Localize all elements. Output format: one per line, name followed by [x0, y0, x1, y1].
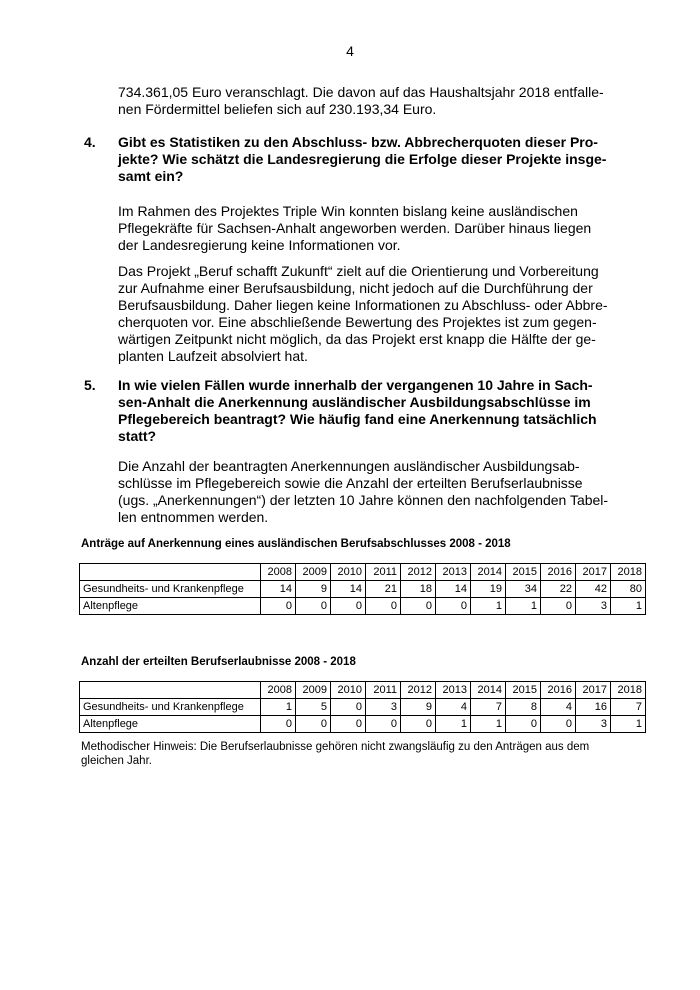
table-cell: 0 [436, 598, 471, 615]
table-cell: 0 [331, 716, 366, 733]
note-line: Methodischer Hinweis: Die Berufserlaubnisse gehören nicht zwangsläufig zu den Anträgen aus dem [81, 741, 590, 753]
table-cell: 9 [401, 699, 436, 716]
table-cell: 3 [576, 598, 611, 615]
answer-line: cherquoten vor. Eine abschließende Bewertung des Projektes ist zum gegen- [118, 314, 597, 330]
table-cell: 0 [366, 716, 401, 733]
table-cell: 1 [261, 699, 296, 716]
table-row [80, 699, 646, 716]
question-line: samt ein? [118, 168, 184, 184]
question-line: Gibt es Statistiken zu den Abschluss- bzw. Abbrecherquoten dieser Pro- [118, 134, 598, 150]
table-2 [79, 681, 646, 733]
table-cell: 14 [436, 581, 471, 598]
year-header: 2018 [611, 564, 646, 581]
table-cell: 4 [436, 699, 471, 716]
table-row [80, 581, 646, 598]
question-line: sen-Anhalt die Anerkennung ausländischer Ausbildungsabschlüsse im [118, 394, 591, 410]
table-cell: 0 [506, 716, 541, 733]
table-cell: 1 [436, 716, 471, 733]
table-cell: 1 [506, 598, 541, 615]
table-cell: 14 [261, 581, 296, 598]
question-line: jekte? Wie schätzt die Landesregierung die Erfolge dieser Projekte insge- [118, 151, 607, 167]
table-cell: 14 [331, 581, 366, 598]
table-cell: 1 [611, 716, 646, 733]
table-cell: 0 [296, 716, 331, 733]
answer-line: der Landesregierung keine Informationen vor. [118, 237, 401, 253]
answer-4-paragraph-1 [118, 203, 617, 254]
header-blank-cell [80, 682, 261, 699]
table-cell: 3 [366, 699, 401, 716]
answer-line: len entnommen werden. [118, 509, 269, 525]
table-cell: 1 [471, 598, 506, 615]
table-cell: 34 [506, 581, 541, 598]
table-1-title: Anträge auf Anerkennung eines ausländischen Berufsabschlusses 2008 - 2018 [81, 538, 511, 550]
year-header: 2011 [366, 564, 401, 581]
year-header: 2012 [401, 564, 436, 581]
answer-line: Das Projekt „Beruf schafft Zukunft“ zielt auf die Orientierung und Vorbereitung [118, 263, 599, 279]
table-cell: 0 [541, 598, 576, 615]
year-header: 2010 [331, 682, 366, 699]
question-4-number: 4. [84, 134, 96, 150]
answer-line: zur Aufnahme einer Berufsausbildung, nicht jedoch auf die Durchführung der [118, 280, 593, 296]
year-header: 2012 [401, 682, 436, 699]
table-cell: 0 [296, 598, 331, 615]
intro-line: nen Fördermittel beliefen sich auf 230.193,34 Euro. [118, 101, 437, 117]
row-label: Altenpflege [80, 598, 261, 615]
intro-line: 734.361,05 Euro veranschlagt. Die davon auf das Haushaltsjahr 2018 entfalle- [118, 84, 604, 100]
table-cell: 8 [506, 699, 541, 716]
table-cell: 1 [471, 716, 506, 733]
year-header: 2017 [576, 564, 611, 581]
table-cell: 42 [576, 581, 611, 598]
year-header: 2014 [471, 682, 506, 699]
year-header: 2010 [331, 564, 366, 581]
answer-line: wärtigen Zeitpunkt nicht möglich, da das Projekt erst knapp die Hälfte der ge- [118, 331, 596, 347]
table-cell: 22 [541, 581, 576, 598]
table-cell: 16 [576, 699, 611, 716]
table-cell: 0 [401, 716, 436, 733]
note-line: gleichen Jahr. [81, 755, 152, 767]
table-cell: 4 [541, 699, 576, 716]
question-5-text [118, 377, 617, 445]
question-5-number: 5. [84, 377, 96, 393]
table-cell: 0 [261, 598, 296, 615]
answer-line: (ugs. „Anerkennungen“) der letzten 10 Jahre können den nachfolgenden Tabel- [118, 492, 609, 508]
table-cell: 9 [296, 581, 331, 598]
year-header: 2013 [436, 682, 471, 699]
year-header: 2009 [296, 564, 331, 581]
answer-line: schlüsse im Pflegebereich sowie die Anzahl der erteilten Berufserlaubnisse [118, 475, 583, 491]
table-cell: 7 [611, 699, 646, 716]
table-cell: 18 [401, 581, 436, 598]
year-header: 2008 [261, 682, 296, 699]
answer-line: planten Laufzeit absolviert hat. [118, 348, 308, 364]
year-header: 2018 [611, 682, 646, 699]
year-header: 2011 [366, 682, 401, 699]
answer-line: Die Anzahl der beantragten Anerkennungen ausländischer Ausbildungsab- [118, 458, 580, 474]
year-header: 2016 [541, 682, 576, 699]
table-cell: 0 [401, 598, 436, 615]
table-row [80, 716, 646, 733]
page-number: 4 [346, 43, 354, 59]
table-1 [79, 563, 646, 615]
question-4-text [118, 134, 617, 185]
year-header: 2013 [436, 564, 471, 581]
header-blank-cell [80, 564, 261, 581]
table-cell: 0 [331, 699, 366, 716]
row-label: Altenpflege [80, 716, 261, 733]
row-label: Gesundheits- und Krankenpflege [80, 699, 261, 716]
answer-line: Im Rahmen des Projektes Triple Win konnten bislang keine ausländischen [118, 203, 578, 219]
table-cell: 0 [331, 598, 366, 615]
year-header: 2009 [296, 682, 331, 699]
table-cell: 0 [261, 716, 296, 733]
row-label: Gesundheits- und Krankenpflege [80, 581, 261, 598]
question-line: Pflegebereich beantragt? Wie häufig fand eine Anerkennung tatsächlich [118, 411, 597, 427]
question-line: statt? [118, 428, 157, 444]
table-cell: 80 [611, 581, 646, 598]
table-row [80, 598, 646, 615]
table-cell: 0 [366, 598, 401, 615]
answer-5-paragraph [118, 458, 617, 526]
table-cell: 3 [576, 716, 611, 733]
table-2-title: Anzahl der erteilten Berufserlaubnisse 2008 - 2018 [81, 656, 356, 668]
table-cell: 21 [366, 581, 401, 598]
table-cell: 19 [471, 581, 506, 598]
answer-line: Pflegekräfte für Sachsen-Anhalt angeworben werden. Darüber hinaus liegen [118, 220, 592, 236]
table-cell: 5 [296, 699, 331, 716]
methodology-note [81, 740, 641, 768]
year-header: 2008 [261, 564, 296, 581]
year-header: 2016 [541, 564, 576, 581]
table-cell: 7 [471, 699, 506, 716]
table-cell: 1 [611, 598, 646, 615]
year-header: 2015 [506, 682, 541, 699]
table-header-row [80, 564, 646, 581]
table-cell: 0 [541, 716, 576, 733]
intro-paragraph [118, 84, 617, 118]
year-header: 2014 [471, 564, 506, 581]
question-line: In wie vielen Fällen wurde innerhalb der vergangenen 10 Jahre in Sach- [118, 377, 593, 393]
table-header-row [80, 682, 646, 699]
answer-line: Berufsausbildung. Daher liegen keine Informationen zu Abschluss- oder Abbre- [118, 297, 608, 313]
answer-4-paragraph-2 [118, 263, 617, 365]
year-header: 2015 [506, 564, 541, 581]
year-header: 2017 [576, 682, 611, 699]
